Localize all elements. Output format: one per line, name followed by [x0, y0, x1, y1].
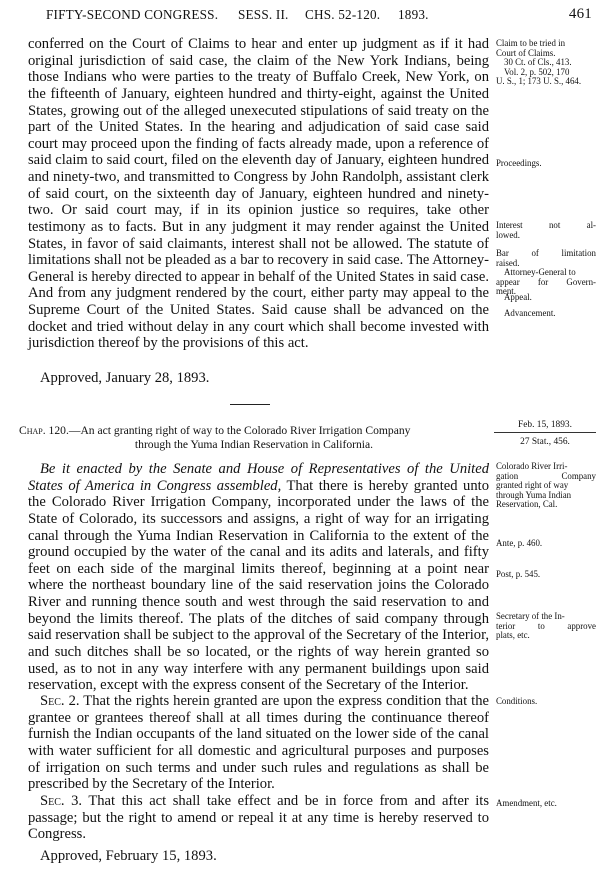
- enactment-date: Feb. 15, 1893.: [518, 420, 572, 430]
- paragraph: conferred on the Court of Claims to hear and enter up judgment as if it had original jurisdiction of said case, the claim of the New York Indians, being those Indians who were parties to the treaty of Buffalo Creek, New York, on the fifteenth of January, eighteen hundred and thirty-eight, against the United States, growing out of the alleged unexecuted stipulations of said treaty on the part of the United States. In the hearing and adjudication of said case said court may proceed upon the finding of facts already made, upon a reference of said claim to said court, filed on the eleventh day of January, eighteen hundred and ninety-two, and transmitted to Congress by John Randolph, assistant clerk of said court, on the sixteenth day of January, eighteen hundred and ninety-two. Or said court may, if in its opinion justice so requires, take other testimony as to facts. But in any judgment it may render against the United States, in favor of said claimants, interest shall not be allowed. The statute of limitations shall not be pleaded as a bar to recovery in said case. The Attorney-General is hereby directed to appear in behalf of the United States in said case. And from any judgment rendered by the court, either party may appeal to the Supreme Court of the United States. Said cause shall be advanced on the docket and tried without delay in any court which shall become invested with jurisdiction thereof by the provisions of this act.: [28, 36, 489, 352]
- margin-note-proceedings: Proceedings.: [496, 158, 542, 168]
- chapter-number: 120.: [48, 424, 69, 437]
- header-chapters: CHS. 52-120.: [305, 7, 381, 22]
- act-section-3: [28, 793, 489, 843]
- margin-note-advancement: Advancement.: [504, 308, 556, 318]
- chapter-label: Chap.: [19, 424, 46, 437]
- section-1-text: That there is hereby granted unto the Colorado River Irrigation Company, incorporated under the laws of the State of Colorado, its successors and assigns, a right of way for an irrigating canal through the Yuma Indian Reservation in California to the extent of the ground occupied by the water of the canal and its adits and laterals, and fifty feet on each side of the marginal limits thereof, beginning at a point near where the northeast boundary line of the said reservation joins the Colorado River and running thence south and west through the said reservation to and beyond the limits thereof. The plats of the ditches of said company through said reservation shall be subject to the approval of the Secretary of the Interior, and such ditches shall be so located, or the rights of way herein granted so used, as to not in any way interfere with any permanent buildings upon said reservation, except with the express consent of the Secretary of the Interior.: [28, 477, 489, 694]
- act-section-2: [28, 693, 489, 793]
- margin-note-attorney-general: Attorney-General to appear for Govern- ment.: [496, 267, 596, 296]
- page-number: 461: [568, 6, 592, 22]
- margin-note-limitation: Bar of limitation raised.: [496, 248, 596, 268]
- date-divider: [494, 432, 596, 433]
- header-year: 1893.: [398, 7, 429, 22]
- margin-note-claim: Claim to be tried in Court of Claims. 30 Ct. of Cls., 413. Vol. 2, p. 502, 170 U. S., 1; 173 U. S., 464.: [496, 38, 582, 86]
- approval-line-1: Approved, January 28, 1893.: [40, 370, 210, 386]
- statute-reference: 27 Stat., 456.: [520, 437, 570, 447]
- margin-note-ante: Ante, p. 460.: [496, 538, 543, 548]
- margin-note-appeal: Appeal.: [504, 292, 532, 302]
- header-session: SESS. II.: [238, 7, 289, 22]
- margin-note-amendment: Amendment, etc.: [496, 798, 557, 808]
- section-2-label: Sec. 2.: [40, 693, 80, 709]
- margin-note-post: Post, p. 545.: [496, 569, 541, 579]
- enacting-clause: Be it enacted by the Senate and House of Representatives of the United States of America in Congress assembled,: [28, 461, 489, 494]
- margin-note-secretary: Secretary of the In- terior to approve plats, etc.: [496, 611, 596, 640]
- approval-line-2: Approved, February 15, 1893.: [40, 848, 217, 864]
- chapter-title-2: through the Yuma Indian Reservation in California.: [134, 438, 374, 451]
- margin-note-interest: Interest not al- lowed.: [496, 220, 596, 240]
- section-2-text: That the rights herein granted are upon the express condition that the grantee or grantees thereof shall at all times during the continuance thereof furnish the Indian occupants of the land situated on the lower side of the canal with water sufficient for all domestic and agricultural purposes and purposes of irrigation on such terms and under such rules and regulations as shall be prescribed by the Secretary of the Interior.: [28, 693, 489, 793]
- margin-note-colorado-grant: Colorado River Irri- gation Company granted right of way through Yuma Indian Reservation, Cal.: [496, 461, 596, 509]
- running-header: [46, 7, 592, 25]
- section-divider: [230, 404, 270, 405]
- section-3-text: That this act shall take effect and be in force from and after its passage; but the right to amend or repeal it at any time is hereby reserved to Congress.: [28, 793, 490, 843]
- margin-note-conditions: Conditions.: [496, 696, 538, 706]
- header-congress: FIFTY-SECOND CONGRESS.: [46, 7, 219, 22]
- chapter-title-1: —An act granting right of way to the Colorado River Irrigation Company: [68, 424, 411, 437]
- section-3-label: Sec. 3.: [40, 793, 83, 809]
- chapter-heading: [19, 424, 489, 452]
- act-continuation-text: [28, 36, 489, 352]
- act-section-1: [28, 461, 489, 694]
